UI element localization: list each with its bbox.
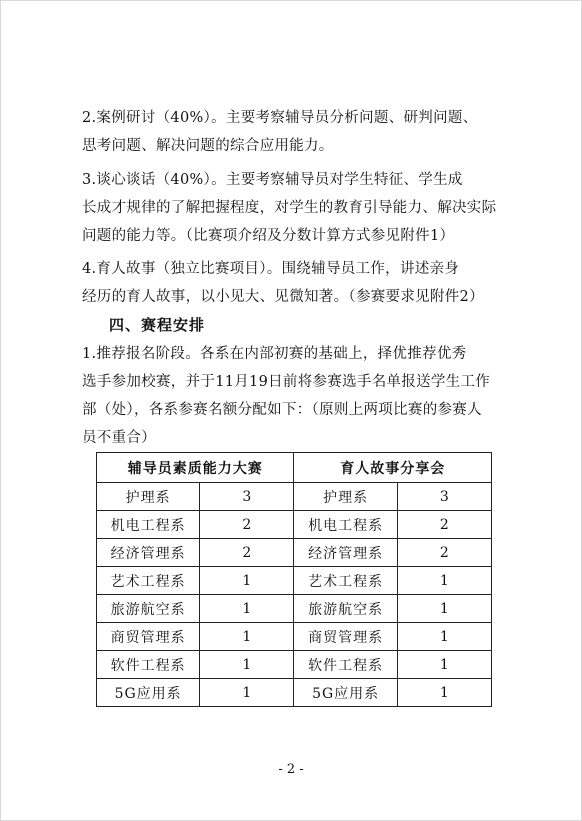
cell-quota: 3 <box>200 483 294 511</box>
cell-department: 机电工程系 <box>97 511 200 539</box>
quota-table <box>96 452 492 707</box>
cell-department: 商贸管理系 <box>97 623 200 651</box>
cell-department: 商贸管理系 <box>294 623 397 651</box>
cell-department: 5G应用系 <box>294 679 397 707</box>
cell-quota: 1 <box>397 567 491 595</box>
cell-department: 艺术工程系 <box>97 567 200 595</box>
cell-quota: 1 <box>200 623 294 651</box>
cell-department: 艺术工程系 <box>294 567 397 595</box>
cell-quota: 1 <box>397 651 491 679</box>
cell-quota: 1 <box>397 595 491 623</box>
table-row <box>97 679 492 707</box>
paragraph-heart-talk: 3.谈心谈话（40%）。主要考察辅导员对学生特征、学生成 长成才规律的了解把握程度，对学生的教育引导能力、解决实际 问题的能力等。（比赛项介绍及分数计算方式参见附件1） <box>82 172 497 244</box>
table-row <box>97 623 492 651</box>
cell-department: 经济管理系 <box>97 539 200 567</box>
paragraph-education-story: 4.育人故事（独立比赛项目）。围绕辅导员工作，讲述亲身 经历的育人故事，以小见大、见微知著。（参赛要求见附件2） <box>82 261 484 305</box>
cell-department: 软件工程系 <box>97 651 200 679</box>
cell-department: 护理系 <box>97 483 200 511</box>
table-row <box>97 595 492 623</box>
cell-department: 旅游航空系 <box>294 595 397 623</box>
cell-department: 护理系 <box>294 483 397 511</box>
table-header-row <box>97 453 492 483</box>
table-row <box>97 567 492 595</box>
cell-department: 5G应用系 <box>97 679 200 707</box>
paragraph-recommend-stage: 1.推荐报名阶段。各系在内部初赛的基础上，择优推荐优秀 选手参加校赛，并于11月19日前将参赛选手名单报送学生工作 部（处），各系参赛名额分配如下：（原则上两项比赛的参赛人 员不重合） <box>82 346 491 446</box>
page-number: - 2 - <box>278 762 304 777</box>
cell-department: 旅游航空系 <box>97 595 200 623</box>
header-story-share: 育人故事分享会 <box>294 453 492 483</box>
header-competition: 辅导员素质能力大赛 <box>97 453 294 483</box>
table-row <box>97 651 492 679</box>
cell-quota: 1 <box>200 567 294 595</box>
cell-quota: 2 <box>397 539 491 567</box>
cell-quota: 2 <box>397 511 491 539</box>
cell-quota: 1 <box>397 679 491 707</box>
cell-department: 经济管理系 <box>294 539 397 567</box>
table-row <box>97 483 492 511</box>
section-heading-schedule: 四、赛程安排 <box>109 316 206 334</box>
cell-quota: 3 <box>397 483 491 511</box>
table-row <box>97 511 492 539</box>
cell-quota: 2 <box>200 539 294 567</box>
table-row <box>97 539 492 567</box>
cell-department: 机电工程系 <box>294 511 397 539</box>
cell-quota: 1 <box>200 651 294 679</box>
cell-quota: 1 <box>200 595 294 623</box>
cell-quota: 2 <box>200 511 294 539</box>
cell-quota: 1 <box>397 623 491 651</box>
cell-quota: 1 <box>200 679 294 707</box>
cell-department: 软件工程系 <box>294 651 397 679</box>
paragraph-case-study: 2.案例研讨（40%）。主要考察辅导员分析问题、研判问题、 思考问题、解决问题的综合应用能力。 <box>82 110 478 154</box>
